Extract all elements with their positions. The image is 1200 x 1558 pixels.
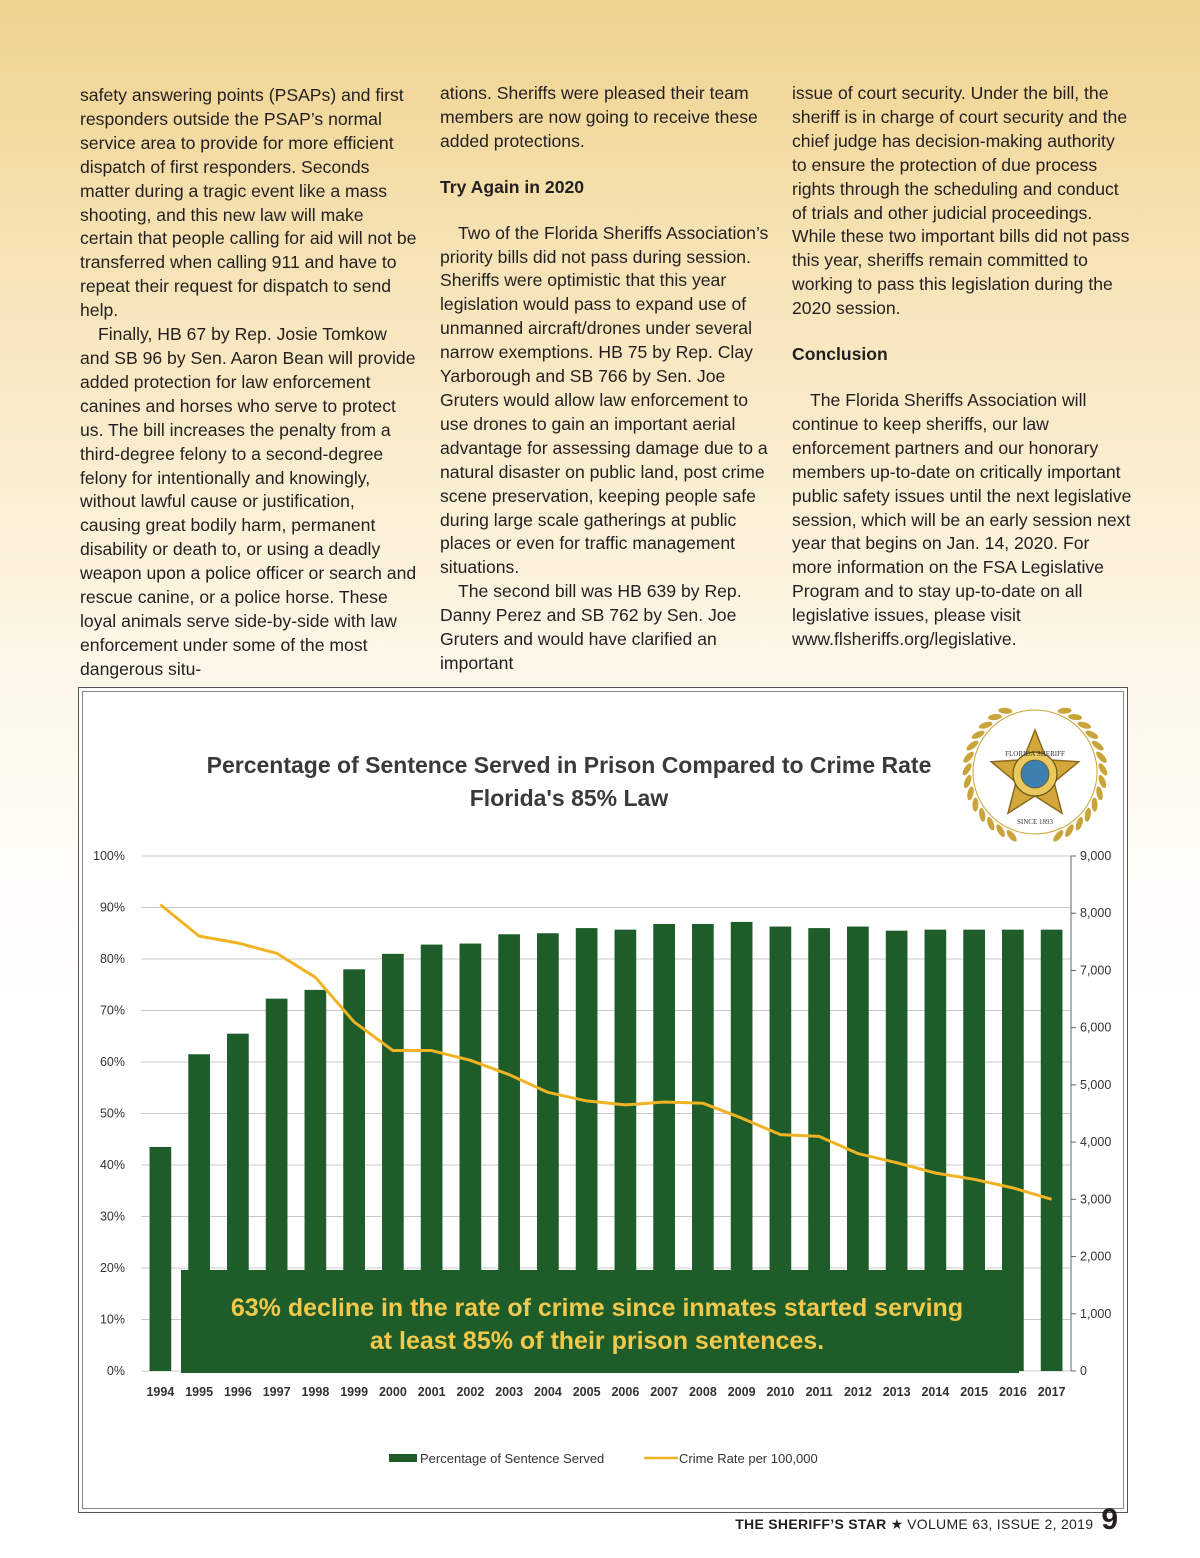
sheriff-seal: [961, 707, 1109, 843]
left-tick-label: 60%: [99, 1055, 125, 1069]
laurel-leaf: [1097, 762, 1110, 777]
laurel-leaf: [1058, 707, 1072, 714]
right-tick-label: 0: [1080, 1364, 1087, 1378]
star-icon: ★: [890, 1516, 904, 1532]
laurel-leaf: [1063, 823, 1075, 838]
x-axis: [146, 1385, 1065, 1399]
left-tick-label: 10%: [99, 1312, 125, 1327]
x-tick-label: 2001: [417, 1385, 446, 1399]
x-tick-label: 2007: [650, 1385, 679, 1399]
right-tick-label: 9,000: [1080, 849, 1112, 863]
x-tick-label: 1997: [262, 1385, 291, 1399]
chart-subtitle: Florida's 85% Law: [469, 785, 669, 811]
seal-label-text: FLORIDA SHERIFF: [1005, 750, 1065, 758]
section-heading-conclusion: Conclusion: [792, 344, 888, 365]
x-tick-label: 1996: [223, 1385, 252, 1399]
x-tick-label: 2012: [843, 1385, 872, 1399]
laurel-leaf: [961, 762, 974, 777]
left-tick-label: 100%: [93, 849, 125, 863]
seal-since-text: SINCE 1893: [1017, 818, 1053, 826]
x-tick-label: 2017: [1037, 1385, 1066, 1399]
x-tick-label: 2000: [378, 1385, 407, 1399]
page-number: 9: [1101, 1503, 1118, 1536]
x-tick-label: 2006: [611, 1385, 640, 1399]
left-axis: [93, 849, 125, 1378]
section-heading-try-again: Try Again in 2020: [440, 176, 585, 197]
line-series: [160, 905, 1051, 1200]
left-tick-label: 30%: [99, 1209, 125, 1224]
legend-label-bars: Percentage of Sentence Served: [420, 1451, 605, 1466]
x-tick-label: 2010: [766, 1385, 795, 1399]
x-tick-label: 1995: [185, 1385, 214, 1399]
issue-info: VOLUME 63, ISSUE 2, 2019: [907, 1516, 1094, 1532]
laurel-leaf: [966, 786, 975, 801]
x-tick-label: 1999: [340, 1385, 369, 1399]
legend-swatch-bars: [389, 1454, 417, 1462]
right-tick-label: 3,000: [1080, 1192, 1112, 1207]
left-tick-label: 50%: [99, 1106, 125, 1121]
right-tick-label: 6,000: [1080, 1020, 1112, 1035]
x-tick-label: 2002: [456, 1385, 485, 1399]
x-tick-label: 2016: [998, 1385, 1027, 1399]
laurel-leaf: [1084, 729, 1099, 741]
annotation-line-2: at least 85% of their prison sentences.: [369, 1327, 825, 1355]
article-column-2: [440, 82, 780, 676]
x-tick-label: 2003: [495, 1385, 524, 1399]
paragraph: The second bill was HB 639 by Rep. Danny Perez and SB 762 by Sen. Joe Gruters and would have clarified an important: [440, 581, 742, 673]
bar-2017: [1041, 930, 1063, 1371]
x-tick-label: 2015: [960, 1385, 989, 1399]
article-column-3: [792, 82, 1132, 652]
x-tick-label: 2009: [727, 1385, 756, 1399]
left-tick-label: 40%: [99, 1158, 125, 1172]
laurel-leaf: [1084, 807, 1092, 822]
annotation-line-1: 63% decline in the rate of crime since inmates started serving: [230, 1294, 964, 1322]
right-tick-label: 5,000: [1080, 1077, 1112, 1092]
laurel-leaf: [988, 713, 1003, 720]
laurel-leaf: [1095, 786, 1104, 801]
laurel-leaf: [1068, 713, 1083, 720]
right-tick-label: 1,000: [1080, 1306, 1112, 1321]
right-tick-label: 8,000: [1080, 906, 1112, 921]
left-tick-label: 20%: [99, 1261, 125, 1275]
x-tick-label: 1998: [301, 1385, 330, 1399]
chart-title: Percentage of Sentence Served in Prison Compared to Crime Rate: [206, 752, 932, 778]
left-tick-label: 90%: [99, 900, 125, 915]
chart: [79, 688, 1126, 1511]
laurel-leaf: [972, 798, 978, 812]
laurel-leaf: [970, 729, 985, 741]
laurel-leaf: [1091, 798, 1097, 812]
right-tick-label: 7,000: [1080, 963, 1112, 978]
magazine-name: THE SHERIFF’S STAR: [735, 1516, 887, 1532]
x-tick-label: 2008: [688, 1385, 717, 1399]
florida-emblem-icon: [1021, 760, 1049, 788]
bar-1994: [150, 1147, 172, 1371]
chart-frame: [78, 687, 1128, 1513]
x-tick-label: 2013: [882, 1385, 911, 1399]
right-tick-label: 2,000: [1080, 1249, 1112, 1264]
laurel-leaf: [995, 823, 1007, 838]
left-tick-label: 70%: [99, 1003, 125, 1018]
legend-label-line: Crime Rate per 100,000: [679, 1451, 818, 1466]
paragraph: The Florida Sheriffs Association will continue to keep sheriffs, our law enforcement partners and our honorary members up-to-date on critically important public safety issues until the next legislative session, which will be an early session next year that begins on Jan. 14, 2020. For more information on the FSA Legislative Program and to stay up-to-date on all legislative issues, please visit www.flsheriffs.org/legislative.: [792, 389, 1132, 650]
page-footer: [735, 1503, 1118, 1543]
laurel-leaf: [978, 807, 986, 822]
laurel-leaf: [998, 707, 1012, 714]
right-axis: [1071, 849, 1111, 1378]
paragraph: Finally, HB 67 by Rep. Josie Tomkow and SB 96 by Sen. Aaron Bean will provide added protection for law enforcement canines and horses who serve to protect us. The bill increases the penalty from a third-degree felony to a second-degree felony for intentionally and knowingly, without lawful cause or justification, causing great bodily harm, permanent disability or death to, or using a deadly weapon upon a police officer or search and rescue canine, or a police horse. These loyal animals serve side-by-side with law enforcement under some of the most dangerous situ-: [80, 324, 417, 679]
right-tick-label: 4,000: [1080, 1135, 1112, 1150]
paragraph: safety answering points (PSAPs) and first responders outside the PSAP’s normal service area to provide for more efficient dispatch of first responders. Seconds matter during a tragic event like a mass shooting, and this new law will make certain that people calling for aid will not be transferred when calling 911 and have to repeat their request for dispatch to send help.: [80, 85, 417, 321]
paragraph: ations. Sheriffs were pleased their team members are now going to receive these added protections.: [440, 83, 758, 151]
x-tick-label: 2005: [572, 1385, 601, 1399]
chart-legend: [389, 1451, 818, 1466]
x-tick-label: 2014: [921, 1385, 950, 1399]
x-tick-label: 2004: [533, 1385, 562, 1399]
left-tick-label: 0%: [106, 1364, 125, 1378]
x-tick-label: 1994: [146, 1385, 175, 1399]
left-tick-label: 80%: [99, 952, 125, 966]
paragraph: issue of court security. Under the bill, the sheriff is in charge of court security and the chief judge has decision-making authority to ensure the protection of due process rights through the scheduling and conduct of trials and other judicial proceedings. While these two important bills did not pass this year, sheriffs remain committed to working to pass this legislation during the 2020 session.: [792, 83, 1130, 319]
article-column-1: [80, 84, 420, 682]
x-tick-label: 2011: [805, 1385, 833, 1399]
paragraph: Two of the Florida Sheriffs Association’s priority bills did not pass during session. Sheriffs were optimistic that this year legislation would pass to expand use of unmanned aircraft/drones under several narrow exemptions. HB 75 by Rep. Clay Yarborough and SB 766 by Sen. Joe Gruters would allow law enforcement to use drones to gain an important aerial advantage for assessing damage due to a natural disaster on public land, post crime scene preservation, keeping people safe during large scale gatherings at public places or even for traffic management situations.: [440, 222, 769, 578]
crime-rate-line: [160, 905, 1051, 1200]
